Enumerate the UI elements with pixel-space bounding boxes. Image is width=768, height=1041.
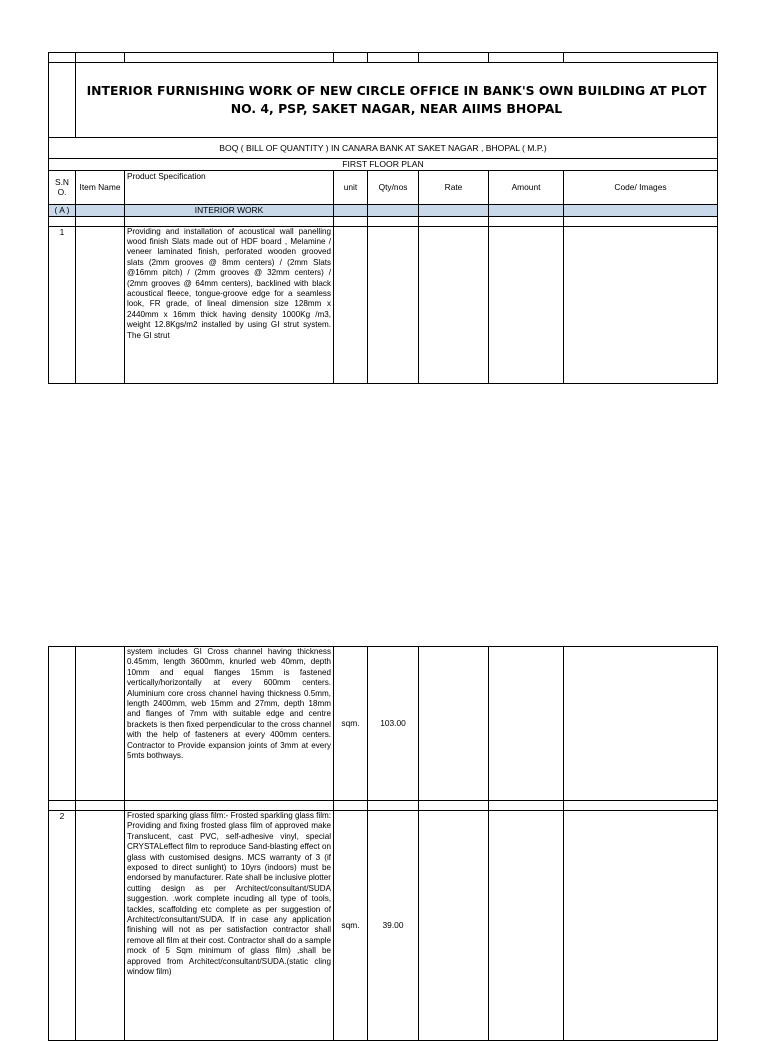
- boq-table-continued: [48, 646, 718, 1041]
- document-subtitle: BOQ ( BILL OF QUANTITY ) IN CANARA BANK AT SAKET NAGAR , BHOPAL ( M.P.): [49, 138, 718, 159]
- spacer-row: [49, 801, 718, 811]
- subtitle-row: [49, 138, 718, 159]
- item-unit: sqm.: [334, 647, 368, 801]
- boq-table-top: [48, 52, 718, 384]
- section-label: INTERIOR WORK: [125, 204, 334, 216]
- document-title: INTERIOR FURNISHING WORK OF NEW CIRCLE OFFICE IN BANK'S OWN BUILDING AT PLOT NO. 4, PSP, SAKET NAGAR, NEAR AIIMS BHOPAL: [76, 63, 718, 138]
- section-code: ( A ): [49, 204, 76, 216]
- item-spec-continued: system includes GI Cross channel having thickness 0.45mm, length 3600mm, knurled web 40mm, depth 10mm and equal flanges 15mm is fastened vertically/horizontally at every 600mm centers. Aluminium core cross channel having thickness 0.5mm, length 2400mm, web 15mm and 27mm, depth 18mm and flanges of 7mm with suitable edge and centre brackets is then fixed perpendicular to the cross channel with the help of fasteners at every 400mm centers. Contractor to Provide expansion joints of 3mm at every 5mts bothways.: [125, 647, 334, 801]
- item-sn: 2: [49, 811, 76, 1041]
- item-qty: 39.00: [368, 811, 419, 1041]
- col-header-code: Code/ Images: [564, 170, 718, 204]
- floor-row: [49, 159, 718, 171]
- col-header-amount: Amount: [489, 170, 564, 204]
- header-row: [49, 170, 718, 204]
- floor-plan-label: FIRST FLOOR PLAN: [49, 159, 718, 171]
- table-row: [49, 647, 718, 801]
- item-spec: Providing and installation of acoustical wall panelling wood finish Slats made out of HDF board , Melamine / veneer laminated finish, perforated wooden grooved slats (2mm grooves @ 8mm centers) / (2mm Slats @16mm pitch) / (2mm grooves @ 32mm centers) / (2mm grooves @ 64mm centers), backlined with black acoustical fleece, tongue-groove edge for a seamless look, FR grade, of lineal dimension size 128mm x 2440mm x 16mm thick having density 1000Kg /m3, weight 12.8Kgs/m2 installed by using GI strut system. The GI strut: [125, 226, 334, 383]
- blank-row: [49, 53, 718, 63]
- col-header-qty: Qty/nos: [368, 170, 419, 204]
- col-header-sn: S.N O.: [49, 170, 76, 204]
- col-header-item: Item Name: [76, 170, 125, 204]
- col-header-unit: unit: [334, 170, 368, 204]
- section-row: [49, 204, 718, 216]
- item-sn: 1: [49, 226, 76, 383]
- item-qty: 103.00: [368, 647, 419, 801]
- title-row: [49, 63, 718, 138]
- table-row: [49, 811, 718, 1041]
- table-row: [49, 226, 718, 383]
- item-unit: sqm.: [334, 811, 368, 1041]
- col-header-spec: Product Specification: [125, 170, 334, 204]
- col-header-rate: Rate: [419, 170, 489, 204]
- spacer-row: [49, 216, 718, 226]
- item-spec: Frosted sparking glass film:- Frosted sparkling glass film: Providing and fixing frosted glass film of approved make Translucent, cast PVC, self-adhesive vinyl, special CRYSTALeffect film to reproduce Sand-blasting effect on glass with customised designs. MCS warranty of 3 (if exposed to direct sunlight) to 10yrs (indoors) must be endorsed by manufacturer. Rate shall be inclusive plotter cutting design as per Architect/consultant/SUDA suggestion. .work complete incuding all type of tools, tackles, scaffolding etc complete as per suggestion of Architect/consultant/SUDA. If in case any application finishing will not as per satisfaction contractor shall remove all film at their cost. Contractor shall do a sample mock of 5 Sqm minimum of glass film) ,shall be approved from Architect/consultant/SUDA.(static cling window film): [125, 811, 334, 1041]
